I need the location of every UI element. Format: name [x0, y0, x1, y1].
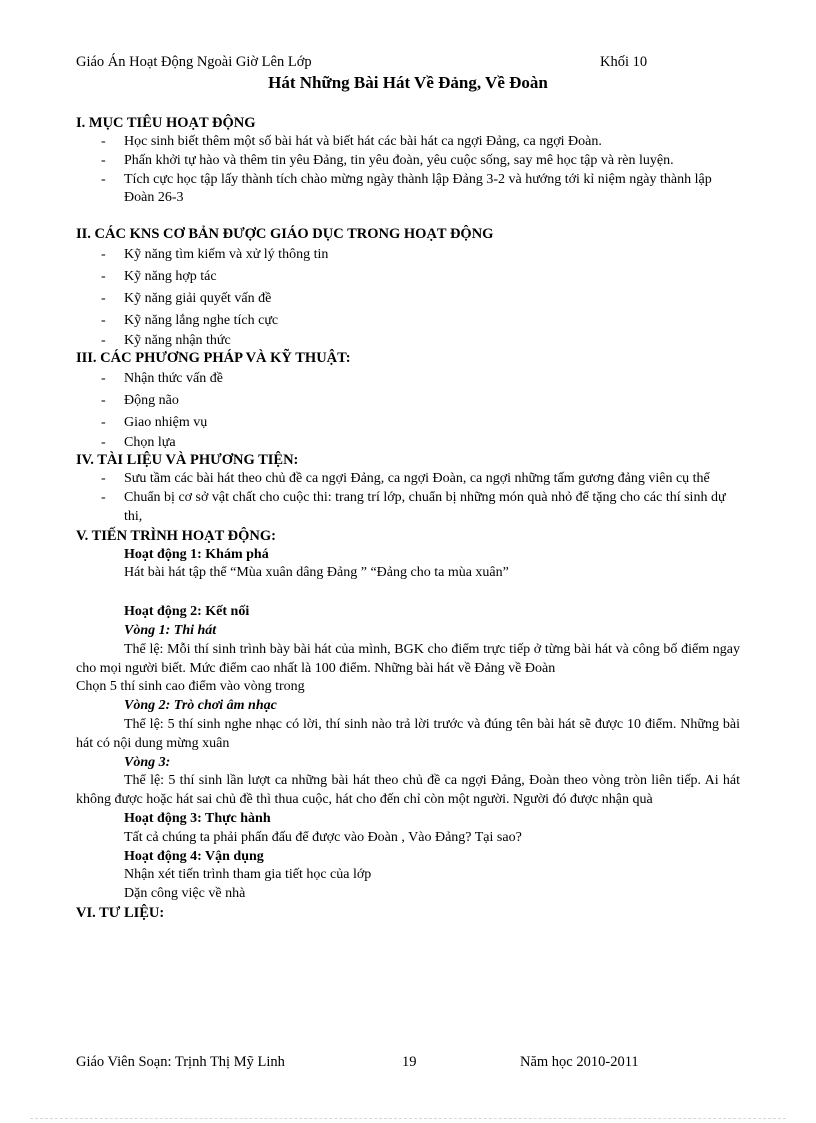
activity-1-title: Hoạt động 1: Khám phá [124, 546, 269, 562]
list-item: - Phấn khởi tự hào và thêm tin yêu Đảng, tin yêu đoàn, yêu cuộc sống, say mê học tập và rèn luyện. [76, 152, 740, 171]
document-body [76, 114, 740, 923]
round-1-rules-continued: Chọn 5 thí sinh cao điểm vào vòng trong [76, 679, 305, 695]
list-item: - Kỹ năng lắng nghe tích cực [76, 310, 740, 332]
activity-4-text-1: Nhận xét tiến trình tham gia tiết học của lớp [124, 867, 372, 883]
section-heading-methods: III. CÁC PHƯƠNG PHÁP VÀ KỸ THUẬT: [76, 350, 351, 367]
activity-1-text: Hát bài hát tập thể “Mùa xuân dâng Đảng ” “Đảng cho ta mùa xuân” [124, 565, 509, 581]
footer-school-year: Năm học 2010-2011 [520, 1054, 639, 1070]
list-item: - Kỹ năng giải quyết vấn đề [76, 288, 740, 310]
list-item: - Động não [76, 390, 740, 412]
list-item: - Chuẩn bị cơ sở vật chất cho cuộc thi: trang trí lớp, chuẩn bị những món quà nhỏ để tặng cho các thí sinh dự thi, [76, 489, 740, 527]
lesson-title: Hát Những Bài Hát Về Đảng, Về Đoàn [268, 73, 548, 92]
section-heading-procedure: V. TIẾN TRÌNH HOẠT ĐỘNG: [76, 527, 276, 544]
objectives-list [76, 133, 740, 208]
footer-page-number: 19 [402, 1054, 417, 1070]
header-course-title: Giáo Án Hoạt Động Ngoài Giờ Lên Lớp [76, 54, 312, 70]
round-3-title: Vòng 3: [124, 754, 171, 770]
section-heading-references: VI. TƯ LIỆU: [76, 904, 165, 921]
activity-4-title: Hoạt động 4: Vận dụng [124, 848, 264, 864]
round-2-rules: Thể lệ: 5 thí sinh nghe nhạc có lời, thí sinh nào trả lời trước và đúng tên bài hát sẽ được 10 điểm. Những bài hát có nội dung mừng xuân [76, 716, 740, 751]
list-item: - Kỹ năng tìm kiếm và xử lý thông tin [76, 244, 740, 266]
activity-2-title: Hoạt động 2: Kết nối [124, 604, 250, 620]
list-item: - Chọn lựa [76, 434, 740, 451]
header-grade: Khối 10 [600, 54, 648, 70]
round-1-title: Vòng 1: Thi hát [124, 622, 217, 638]
round-1-rules: Thể lệ: Mỗi thí sinh trình bày bài hát của mình, BGK cho điểm trực tiếp ở từng bài hát và công bố điểm ngay cho mọi người biết. Mức điểm cao nhất là 100 điểm. Những bài hát về Đảng về Đoàn [76, 641, 740, 676]
list-item: - Tích cực học tập lấy thành tích chào mừng ngày thành lập Đảng 3-2 và hướng tới kỉ niệm ngày thành lập Đoàn 26-3 [76, 171, 740, 209]
list-item: - Giao nhiệm vụ [76, 412, 740, 434]
round-3-rules: Thể lệ: 5 thí sinh lần lượt ca những bài hát theo chủ đề ca ngợi Đảng, Đoàn theo vòng tròn liên tiếp. Ai hát không được hoặc hát sai chủ đề thì thua cuộc, hát cho đến chỉ còn một người. Người đó được nhận quà [76, 773, 740, 808]
footer-teacher: Giáo Viên Soạn: Trịnh Thị Mỹ Linh [76, 1054, 285, 1070]
section-heading-materials: IV. TÀI LIỆU VÀ PHƯƠNG TIỆN: [76, 452, 299, 469]
list-item: - Nhận thức vấn đề [76, 368, 740, 390]
list-item: - Học sinh biết thêm một số bài hát và biết hát các bài hát ca ngợi Đảng, ca ngợi Đoàn. [76, 133, 740, 152]
list-item: - Kỹ năng hợp tác [76, 266, 740, 288]
activity-3-title: Hoạt động 3: Thực hành [124, 810, 271, 826]
section-heading-skills: II. CÁC KNS CƠ BẢN ĐƯỢC GIÁO DỤC TRONG HOẠT ĐỘNG [76, 226, 494, 243]
skills-list [76, 244, 740, 349]
methods-list [76, 368, 740, 451]
list-item: - Sưu tầm các bài hát theo chủ đề ca ngợi Đảng, ca ngợi Đoàn, ca ngợi những tấm gương đảng viên cụ thể [76, 470, 740, 489]
round-2-title: Vòng 2: Trò chơi âm nhạc [124, 698, 277, 714]
activity-3-text: Tất cả chúng ta phải phấn đấu để được vào Đoàn , Vào Đảng? Tại sao? [124, 829, 522, 845]
section-heading-objectives: I. MỤC TIÊU HOẠT ĐỘNG [76, 115, 256, 131]
materials-list [76, 470, 740, 526]
list-item: - Kỹ năng nhận thức [76, 332, 740, 349]
activity-4-text-2: Dặn công việc về nhà [124, 886, 246, 902]
page-bottom-divider [30, 1118, 786, 1119]
